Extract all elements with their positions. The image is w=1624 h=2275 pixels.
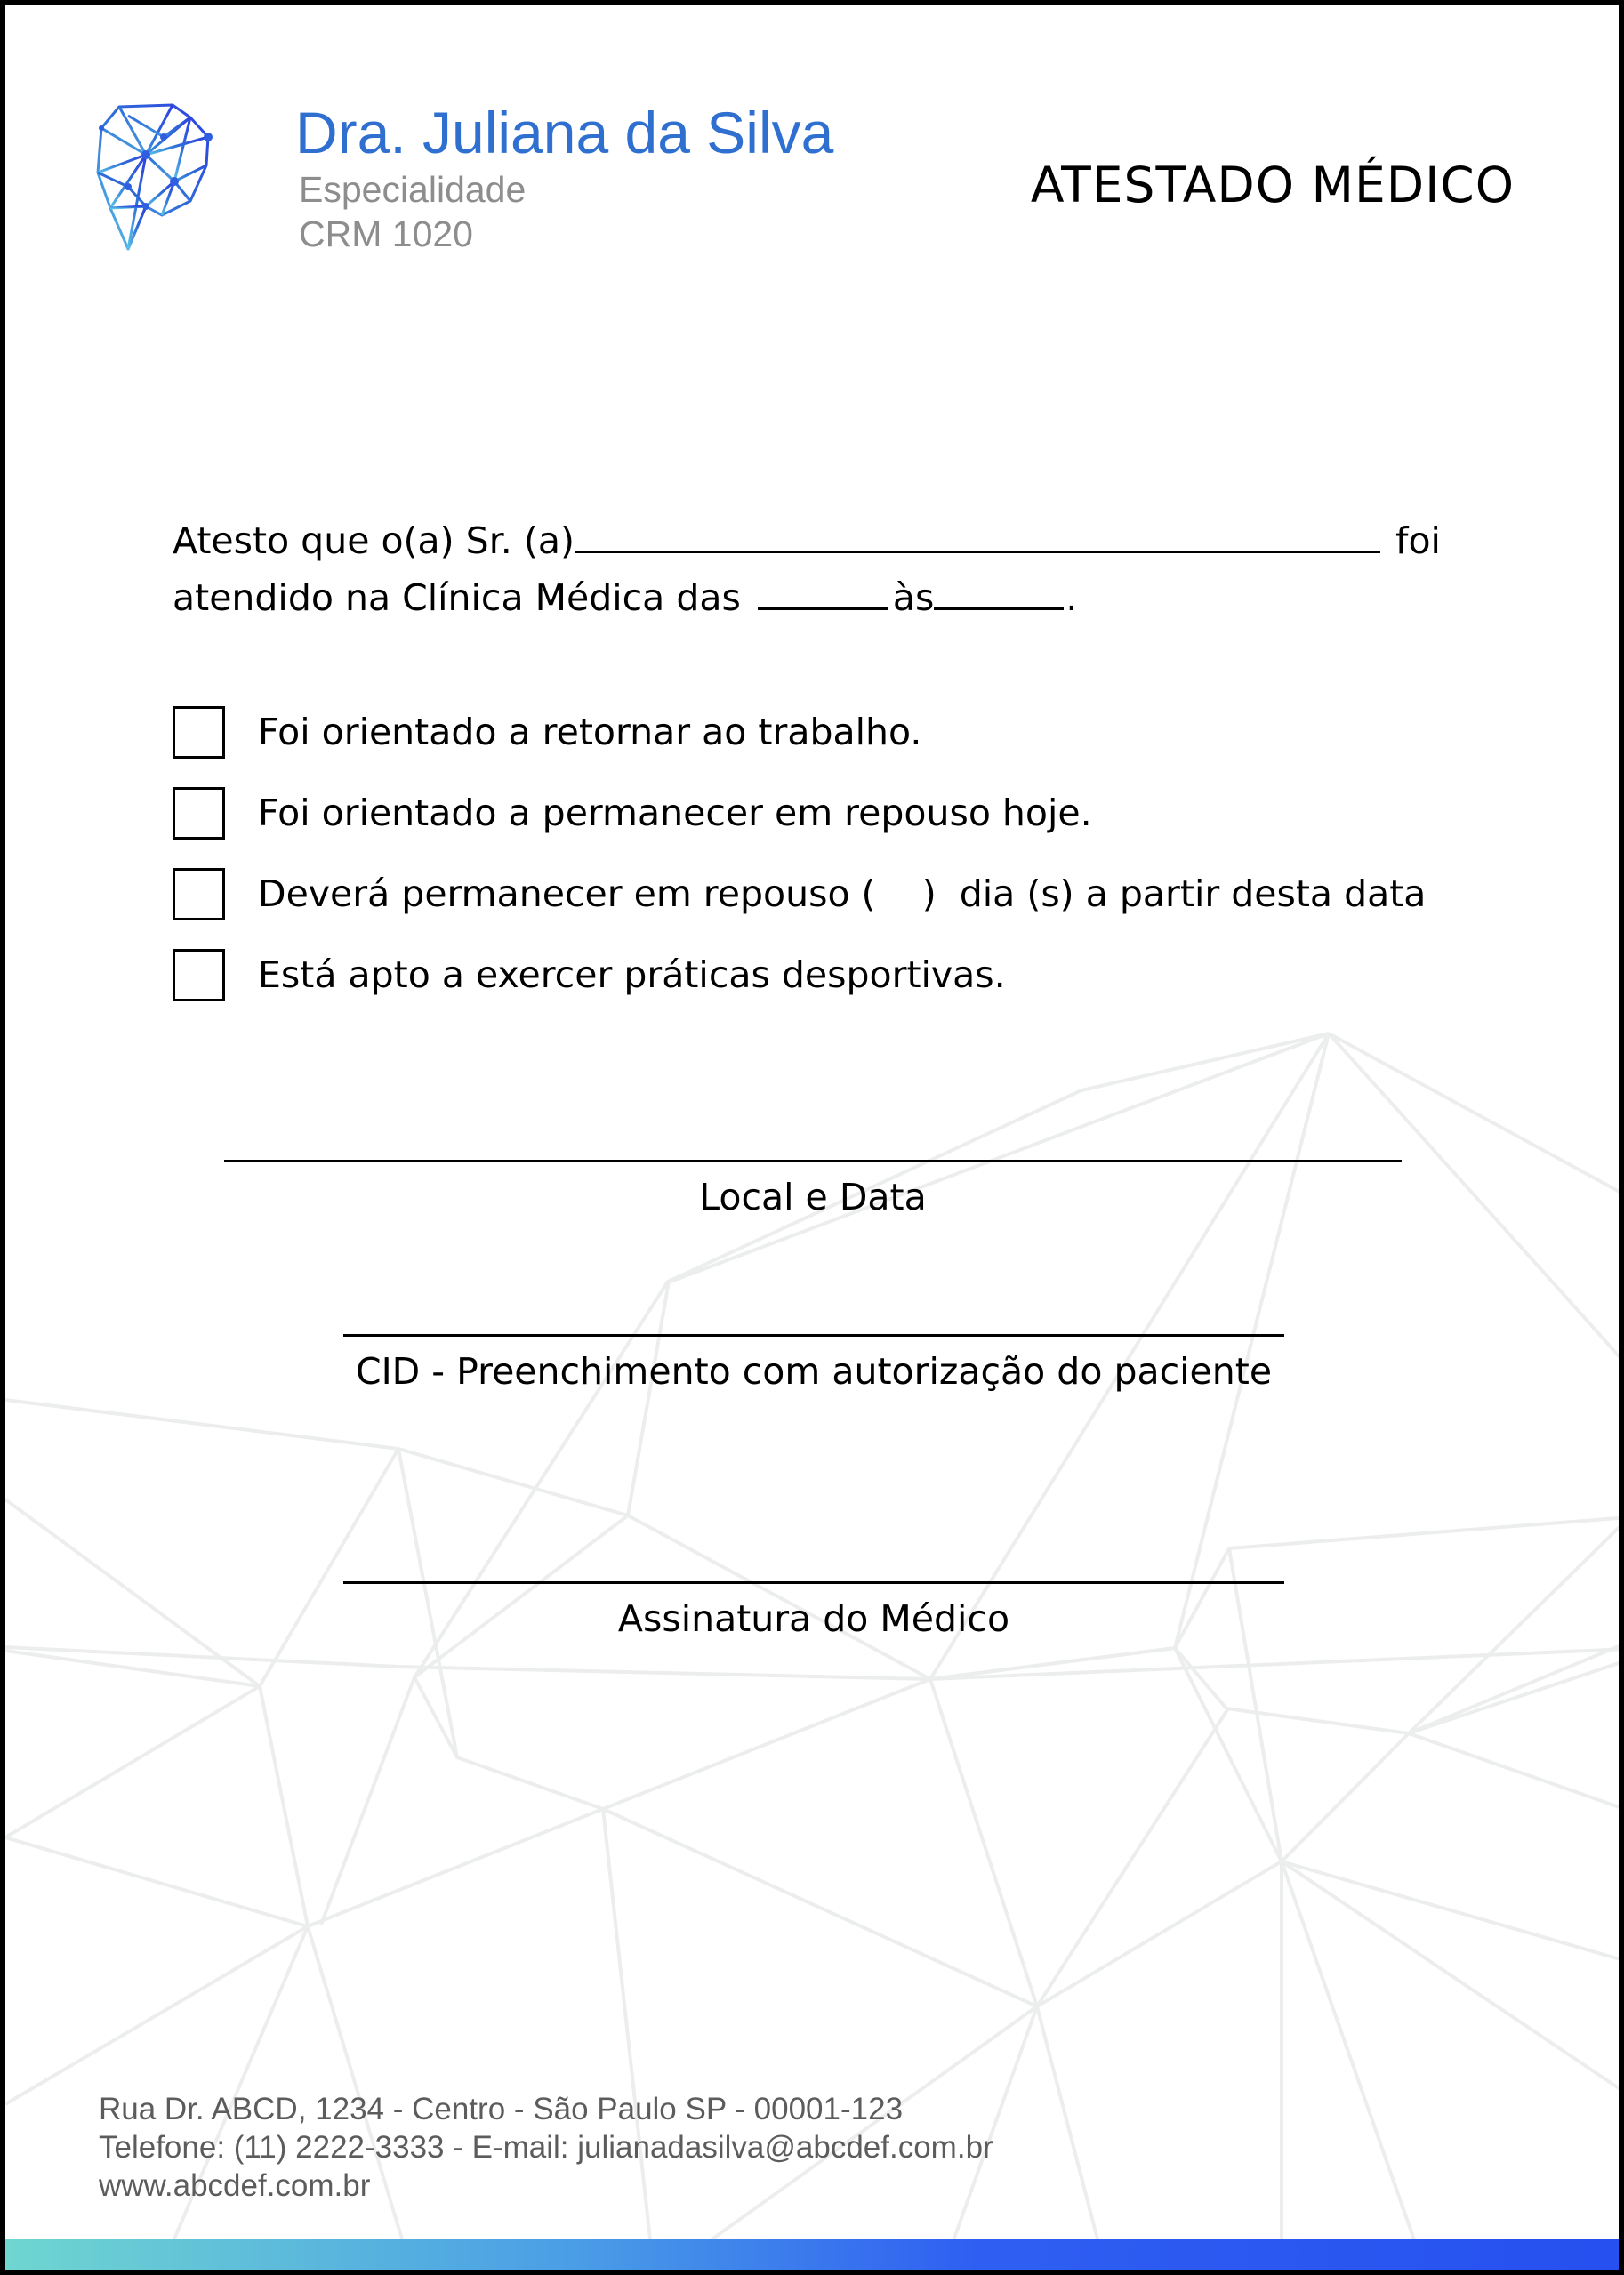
checkbox[interactable] [173, 706, 225, 759]
signature-label: Assinatura do Médico [617, 1597, 1010, 1640]
end-time-field[interactable] [934, 577, 1064, 610]
checkbox[interactable] [173, 787, 225, 840]
local-data-line[interactable] [224, 1160, 1402, 1162]
footer-address: Rua Dr. ABCD, 1234 - Centro - São Paulo SP - 00001-123 [99, 2092, 904, 2126]
checklist-label: Está apto a exercer práticas desportivas. [258, 953, 1006, 996]
statement-after-name: foi [1395, 519, 1441, 562]
footer-website: www.abcdef.com.br [99, 2168, 371, 2203]
checklist-item [173, 866, 1426, 922]
options-checklist [173, 704, 1426, 1028]
statement-between: às [892, 576, 935, 619]
doctor-specialty: Especialidade [299, 169, 527, 210]
background-mesh-pattern [5, 5, 1624, 2275]
checklist-item [173, 704, 1426, 760]
cid-label: CID - Preenchimento com autorização do paciente [355, 1350, 1273, 1393]
checkbox[interactable] [173, 868, 225, 920]
start-time-field[interactable] [758, 577, 888, 610]
doctor-name: Dra. Juliana da Silva [295, 100, 834, 165]
cid-line[interactable] [343, 1334, 1284, 1337]
patient-name-field[interactable] [575, 520, 1380, 553]
brain-network-icon [92, 101, 276, 258]
checklist-label: Foi orientado a retornar ao trabalho. [258, 711, 922, 753]
statement-end: . [1065, 576, 1078, 619]
statement-prefix: Atesto que o(a) Sr. (a) [173, 519, 575, 562]
attestation-statement [173, 512, 1471, 626]
statement-line2: atendido na Clínica Médica das [173, 576, 741, 619]
local-data-label: Local e Data [699, 1176, 927, 1218]
footer-gradient-bar [5, 2239, 1619, 2270]
checklist-item [173, 947, 1426, 1003]
checklist-item [173, 785, 1426, 841]
signature-line[interactable] [343, 1581, 1284, 1584]
checklist-label: Foi orientado a permanecer em repouso hoje. [258, 792, 1092, 834]
checklist-label: Deverá permanecer em repouso ( ) dia (s) a partir desta data [258, 872, 1427, 915]
footer-contact: Telefone: (11) 2222-3333 - E-mail: julianadasilva@abcdef.com.br [99, 2130, 993, 2165]
checkbox[interactable] [173, 949, 225, 1001]
document-title: ATESTADO MÉDICO [1030, 157, 1515, 213]
doctor-crm: CRM 1020 [299, 213, 473, 254]
